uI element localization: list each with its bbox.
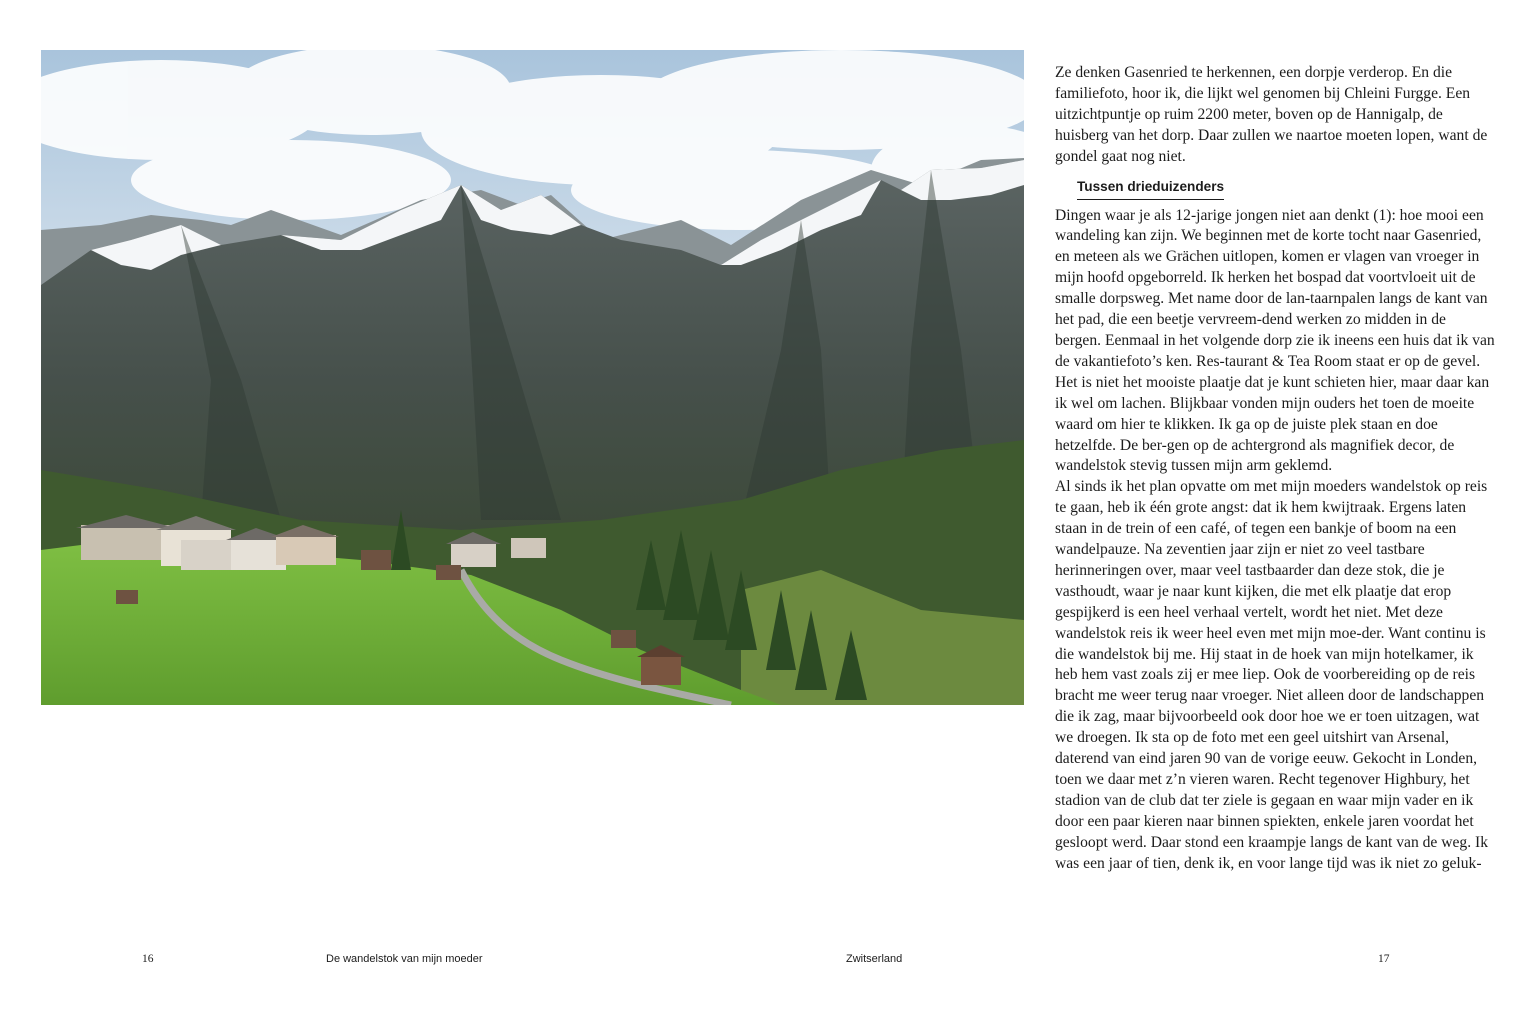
body-paragraph: Dingen waar je als 12-jarige jongen niet aan denkt (1): hoe mooi een wandeling kan zijn. We beginnen met de korte tocht naar Gasenried, en meteen als we Grächen uitlopen, komen er vlagen van vroeger in mijn hoofd opgeborreld. Ik herken het bospad dat voortvloeit uit de smalle dorpsweg. Met name door de lan-taarnpalen langs de kant van het pad, die een beetje vervreem-dend werken zo midden in de bergen. Eenmaal in het volgende dorp zie ik ineens een huis dat ik van de vakantiefoto’s ken. Res-taurant & Tea Room staat er op de gevel. Het is niet het mooiste plaatje dat je kunt schieten hier, maar daar kan ik wel om lachen. Blijkbaar vonden mijn ouders het toen de moeite waard om hier te klikken. Ik ga op de juiste plek staan en doe hetzelfde. De ber-gen op de achtergrond als magnifiek decor, de wandelstok stevig tussen mijn arm geklemd. [1055, 206, 1495, 475]
alpine-landscape-illustration [41, 50, 1024, 705]
article-text-column [1055, 63, 1495, 875]
running-book-title: De wandelstok van mijn moeder [326, 953, 483, 965]
mountain-village-photo [41, 50, 1024, 705]
right-page-number: 17 [1378, 953, 1390, 965]
body-paragraph: Al sinds ik het plan opvatte om met mijn moeders wandelstok op reis te gaan, heb ik één grote angst: dat ik hem kwijtraak. Ergens laten staan in de trein of een café, of tegen een bankje of boom na een wandelpauze. Na zeventien jaar zijn er niet zo veel tastbare herinneringen over, maar veel tastbaarder dan deze stok, die je vasthoudt, waar je naar kunt kijken, die met elk plaatje dat erop gespijkerd is een heel verhaal vertelt, wordt het niet. Met deze wandelstok reis ik weer heel even met mijn moe-der. Want continu is die wandelstok bij me. Hij staat in de hoek van mijn hotelkamer, ik heb hem vast zoals zij er mee liep. Ook de voorbereiding op de reis bracht me weer terug naar vroeger. Niet alleen door de landschappen die ik zag, maar bijvoorbeeld ook door hoe we er toen uitzagen, wat we droegen. Ik sta op de foto met een geel uitshirt van Arsenal, daterend van eind jaren 90 van de vorige eeuw. Gekocht in Londen, toen we daar met z’n vieren waren. Recht tegenover Highbury, het stadion van de club dat ter ziele is gegaan en waar mijn vader en ik door een paar kieren naar binnen spiekten, enkele jaren voordat het gesloopt werd. Daar stond een kraampje langs de kant van de weg. Ik was een jaar of tien, denk ik, en voor lange tijd was ik niet zo geluk- [1055, 478, 1489, 872]
running-section-title: Zwitserland [846, 953, 903, 965]
section-subheading: Tussen drieduizenders [1077, 178, 1224, 200]
intro-paragraph: Ze denken Gasenried te herkennen, een dorpje verderop. En die familiefoto, hoor ik, die lijkt wel genomen bij Chleini Furgge. Een uitzichtpuntje op ruim 2200 meter, boven op de Hannigalp, de huisberg van het dorp. Daar zullen we naartoe moeten lopen, want de gondel gaat nog niet. [1055, 64, 1488, 165]
left-page-number: 16 [142, 953, 154, 965]
